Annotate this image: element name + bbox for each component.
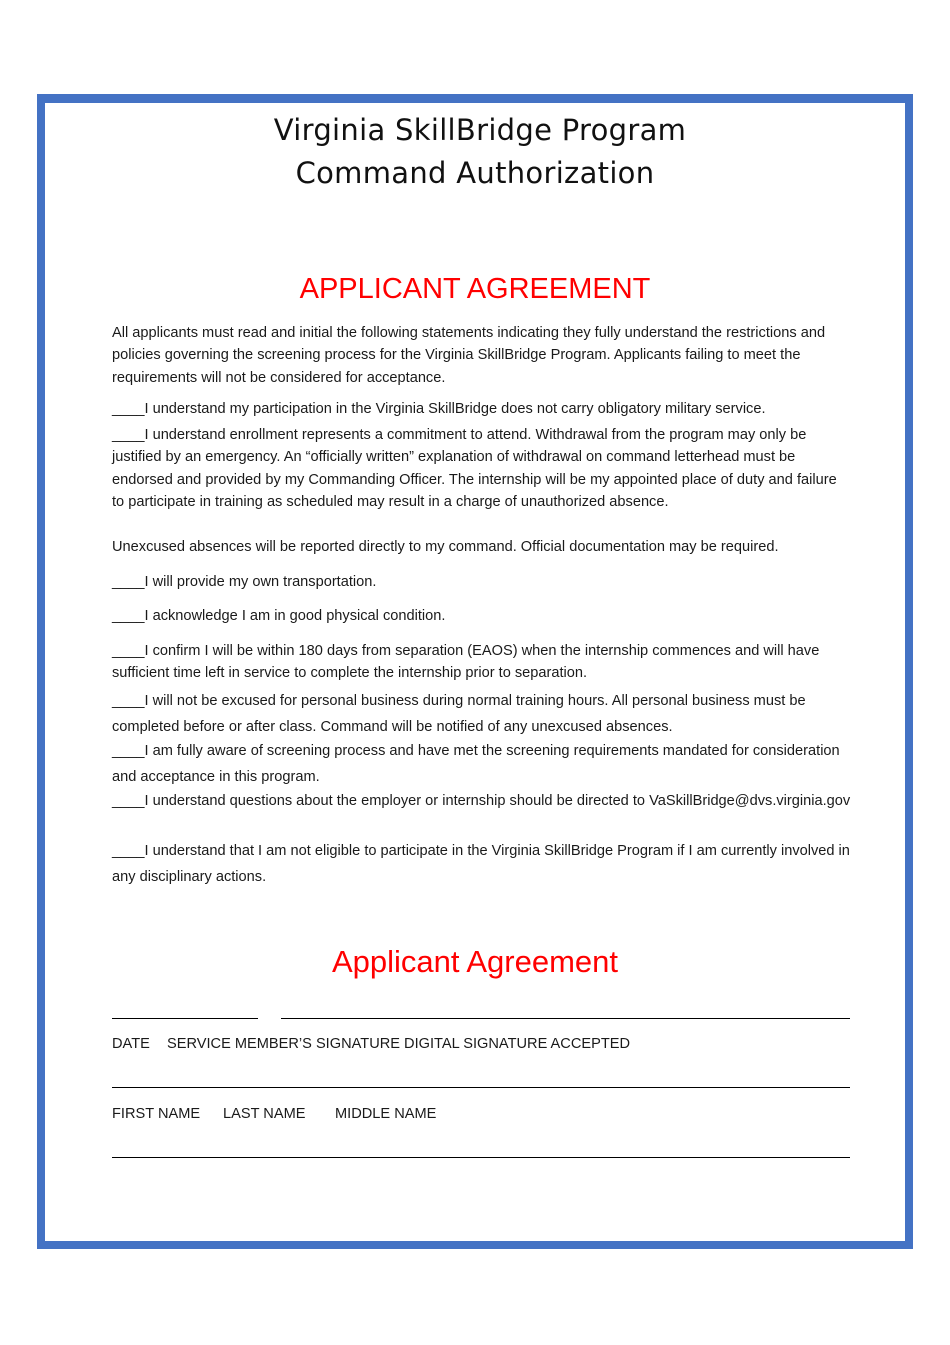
statement-separation: ____I confirm I will be within 180 days from separation (EAOS) when the internship commences and will have sufficient time left in service to complete the internship prior to separation. xyxy=(112,643,820,682)
statement-questions: ____I understand questions about the employer or internship should be directed to VaSkillBridge@dvs.virginia.gov xyxy=(112,793,851,809)
signature-label: SERVICE MEMBER’S SIGNATURE DIGITAL SIGNATURE ACCEPTED xyxy=(167,1036,631,1052)
bottom-line[interactable] xyxy=(112,1157,850,1158)
statement-transportation: ____I will provide my own transportation. xyxy=(112,574,377,590)
statement-commitment: ____I understand enrollment represents a commitment to attend. Withdrawal from the program may only be justified by an emergency. An “officially written” explanation of withdrawal on command letterhead must be endorsed and provided by my Commanding Officer. The internship will be my appointed place of duty and failure to participate in training as scheduled may result in a charge of unauthorized absence. xyxy=(112,427,837,511)
document-title-line2: Command Authorization xyxy=(295,156,655,190)
statement-physical-condition: ____I acknowledge I am in good physical condition. xyxy=(112,608,446,624)
statement-disciplinary: ____I understand that I am not eligible to participate in the Virginia SkillBridge Program if I am currently involved in any disciplinary actions. xyxy=(112,843,850,885)
date-line[interactable] xyxy=(112,1018,258,1019)
intro-paragraph: All applicants must read and initial the following statements indicating they fully understand the restrictions and policies governing the screening process for the Virginia SkillBridge Program. Applicants failing to meet the requirements will not be considered for acceptance. xyxy=(112,325,826,386)
signature-line[interactable] xyxy=(281,1018,850,1019)
section-heading-applicant-agreement: APPLICANT AGREEMENT xyxy=(299,273,651,305)
first-name-label: FIRST NAME xyxy=(112,1106,201,1122)
statement-screening: ____I am fully aware of screening process and have met the screening requirements mandated for consideration and acceptance in this program. xyxy=(112,743,840,785)
name-line[interactable] xyxy=(112,1087,850,1088)
document-title-line1: Virginia SkillBridge Program xyxy=(273,113,687,147)
statement-personal-business: ____I will not be excused for personal business during normal training hours. All personal business must be completed before or after class. Command will be notified of any unexcused absences. xyxy=(112,693,806,735)
section-heading-applicant-agreement-signature: Applicant Agreement xyxy=(331,944,619,979)
date-label: DATE xyxy=(112,1036,150,1052)
middle-name-label: MIDDLE NAME xyxy=(335,1106,437,1122)
statement-unexcused-absences: Unexcused absences will be reported directly to my command. Official documentation may be required. xyxy=(112,539,779,555)
statement-military-service: ____I understand my participation in the Virginia SkillBridge does not carry obligatory military service. xyxy=(112,401,766,417)
last-name-label: LAST NAME xyxy=(223,1106,306,1122)
